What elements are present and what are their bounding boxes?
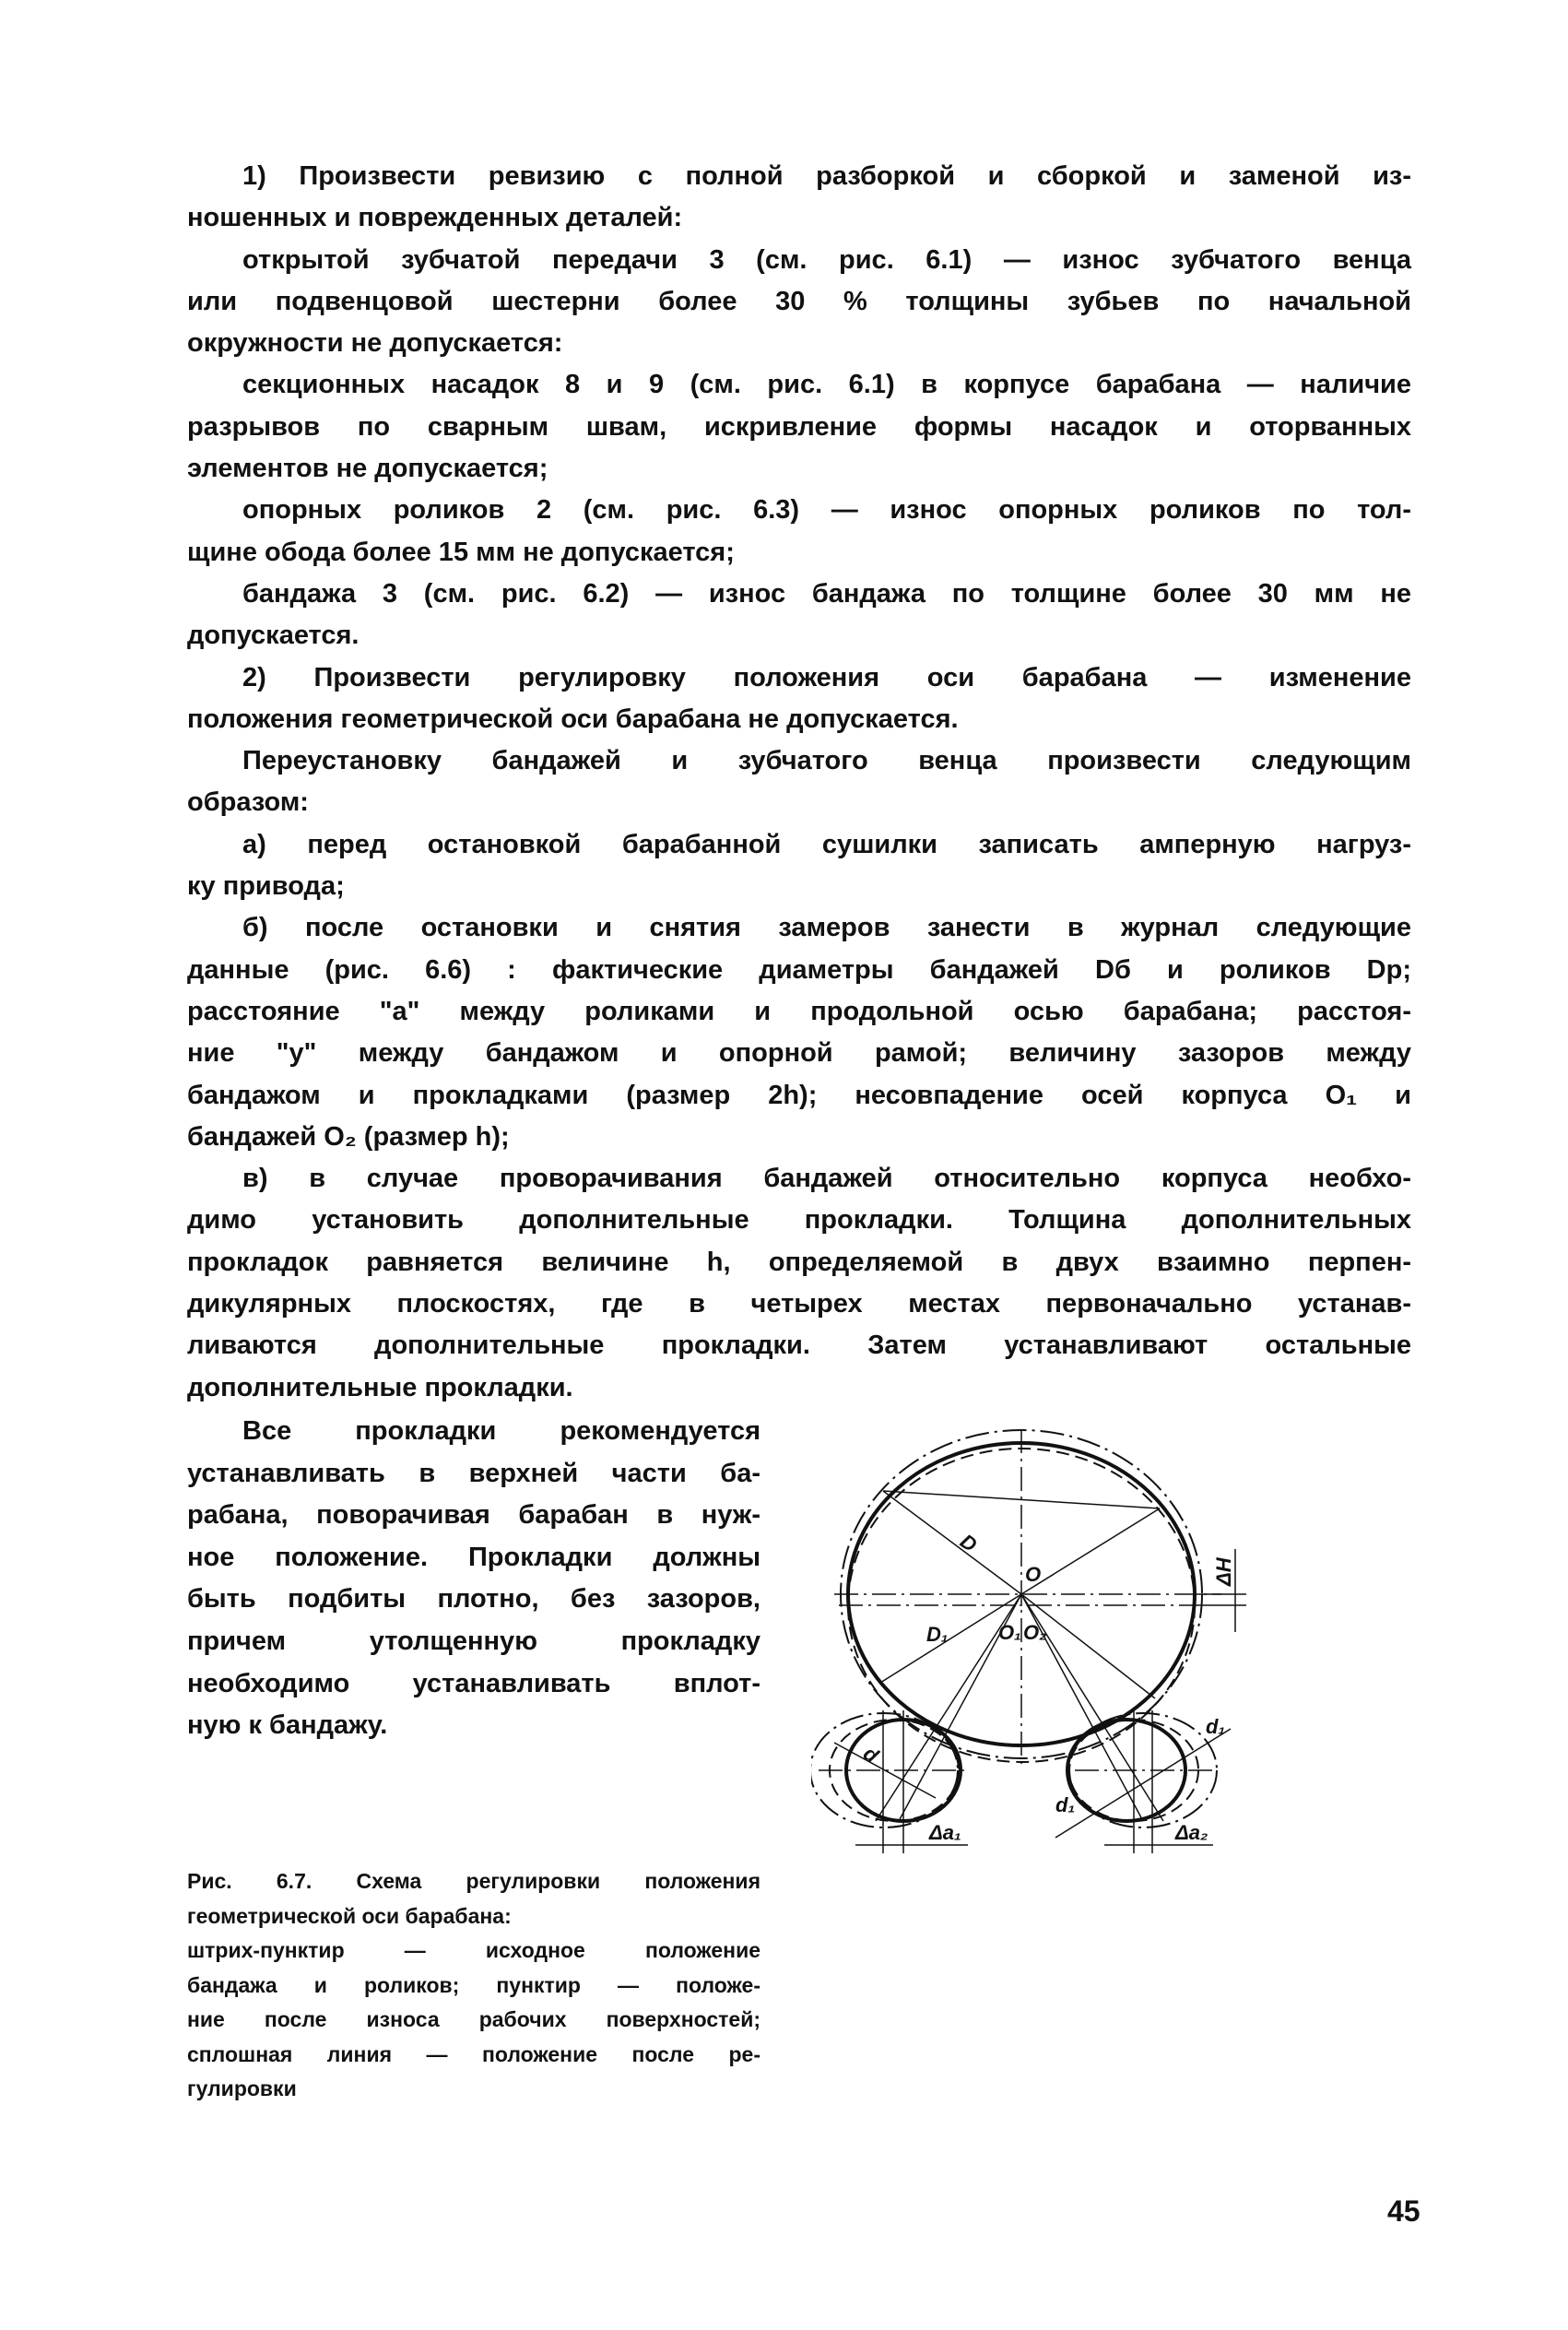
text-line: ное положение. Прокладки должны — [187, 1542, 760, 1572]
text-line: быть подбиты плотно, без зазоров, — [187, 1584, 760, 1614]
text-line: щине обода более 15 мм не допускается; — [187, 537, 735, 567]
text-line: ливаются дополнительные прокладки. Затем устанавливают остальные — [187, 1331, 1411, 1361]
label-d1-top: d₁ — [1206, 1715, 1226, 1738]
text-line: образом: — [187, 787, 309, 818]
text-line: в) в случае проворачивания бандажей относительно корпуса необхо- — [242, 1164, 1411, 1194]
text-line: б) после остановки и снятия замеров занести в журнал следующие — [242, 913, 1411, 943]
label-d: d — [859, 1741, 883, 1768]
text-line: Рис. 6.7. Схема регулировки положения — [187, 1869, 760, 1893]
text-line: бандажа и роликов; пунктир — положе- — [187, 1972, 760, 1997]
label-D: D — [956, 1529, 982, 1557]
text-line: бандажей O₂ (размер h); — [187, 1121, 510, 1152]
text-line: гулировки — [187, 2076, 297, 2100]
text-line: окружности не допускается: — [187, 328, 563, 359]
text-line: ку привода; — [187, 871, 345, 902]
text-line: димо установить дополнительные прокладки. Толщина дополнительных — [187, 1205, 1411, 1236]
text-line: ние после износа рабочих поверхностей; — [187, 2007, 760, 2031]
label-delta-H: ΔH — [1212, 1557, 1235, 1586]
side-text — [187, 1411, 760, 1747]
text-line: дополнительные прокладки. — [187, 1372, 573, 1402]
text-line: причем утолщенную прокладку — [187, 1626, 760, 1656]
text-line: открытой зубчатой передачи 3 (см. рис. 6.1) — износ зубчатого венца — [242, 244, 1411, 275]
main-text — [187, 156, 1411, 1409]
text-line: 2) Произвести регулировку положения оси барабана — изменение — [242, 662, 1411, 692]
text-line: расстояние "а" между роликами и продольной осью барабана; расстоя- — [187, 996, 1411, 1026]
text-line: необходимо устанавливать вплот- — [187, 1668, 760, 1698]
text-line: прокладок равняется величине h, определяемой в двух взаимно перпен- — [187, 1247, 1411, 1277]
label-delta-a2: Δa₂ — [1175, 1821, 1208, 1844]
text-line: устанавливать в верхней части ба- — [187, 1458, 760, 1488]
text-line: бандажом и прокладками (размер 2h); несовпадение осей корпуса O₁ и — [187, 1080, 1411, 1110]
label-d1-bottom: d₁ — [1055, 1793, 1076, 1816]
page-number: 45 — [1387, 2194, 1421, 2228]
label-D1: D₁ — [926, 1623, 949, 1646]
text-line: опорных роликов 2 (см. рис. 6.3) — износ опорных роликов по тол- — [242, 495, 1411, 526]
text-line: ношенных и поврежденных деталей: — [187, 203, 683, 233]
text-line: данные (рис. 6.6) : фактические диаметры бандажей Dб и роликов Dр; — [187, 954, 1411, 985]
text-line: а) перед остановкой барабанной сушилки записать амперную нагруз- — [242, 829, 1411, 859]
text-line: или подвенцовой шестерни более 30 % толщины зубьев по начальной — [187, 286, 1411, 316]
figure-caption — [187, 1864, 760, 2107]
text-line: секционных насадок 8 и 9 (см. рис. 6.1) в корпусе барабана — наличие — [242, 370, 1411, 400]
text-line: сплошная линия — положение после ре- — [187, 2041, 760, 2066]
text-line: рабана, поворачивая барабан в нуж- — [187, 1500, 760, 1531]
text-line: дикулярных плоскостях, где в четырех местах первоначально устанав- — [187, 1289, 1411, 1319]
text-line: Переустановку бандажей и зубчатого венца произвести следующим — [242, 746, 1411, 776]
drum-axis-adjustment-diagram — [811, 1411, 1456, 2139]
label-O2: O₂ — [1023, 1621, 1047, 1644]
text-line: разрывов по сварным швам, искривление формы насадок и оторванных — [187, 411, 1411, 442]
text-line: Все прокладки рекомендуется — [242, 1416, 760, 1446]
text-line: положения геометрической оси барабана не допускается. — [187, 704, 959, 734]
text-line: геометрической оси барабана: — [187, 1903, 512, 1928]
text-line: ную к бандажу. — [187, 1710, 388, 1741]
text-line: допускается. — [187, 621, 360, 651]
label-O: O — [1025, 1563, 1042, 1586]
text-line: элементов не допускается; — [187, 454, 548, 484]
text-line: штрих-пунктир — исходное положение — [187, 1938, 760, 1962]
centerlines — [819, 1429, 1221, 1770]
label-O1: O₁ — [998, 1621, 1021, 1644]
text-line: бандажа 3 (см. рис. 6.2) — износ бандажа по толщине более 30 мм не — [242, 578, 1411, 609]
text-line: 1) Произвести ревизию с полной разборкой и сборкой и заменой из- — [242, 161, 1411, 191]
text-line: ние "у" между бандажом и опорной рамой; величину зазоров между — [187, 1038, 1411, 1069]
label-delta-a1: Δa₁ — [929, 1821, 961, 1844]
